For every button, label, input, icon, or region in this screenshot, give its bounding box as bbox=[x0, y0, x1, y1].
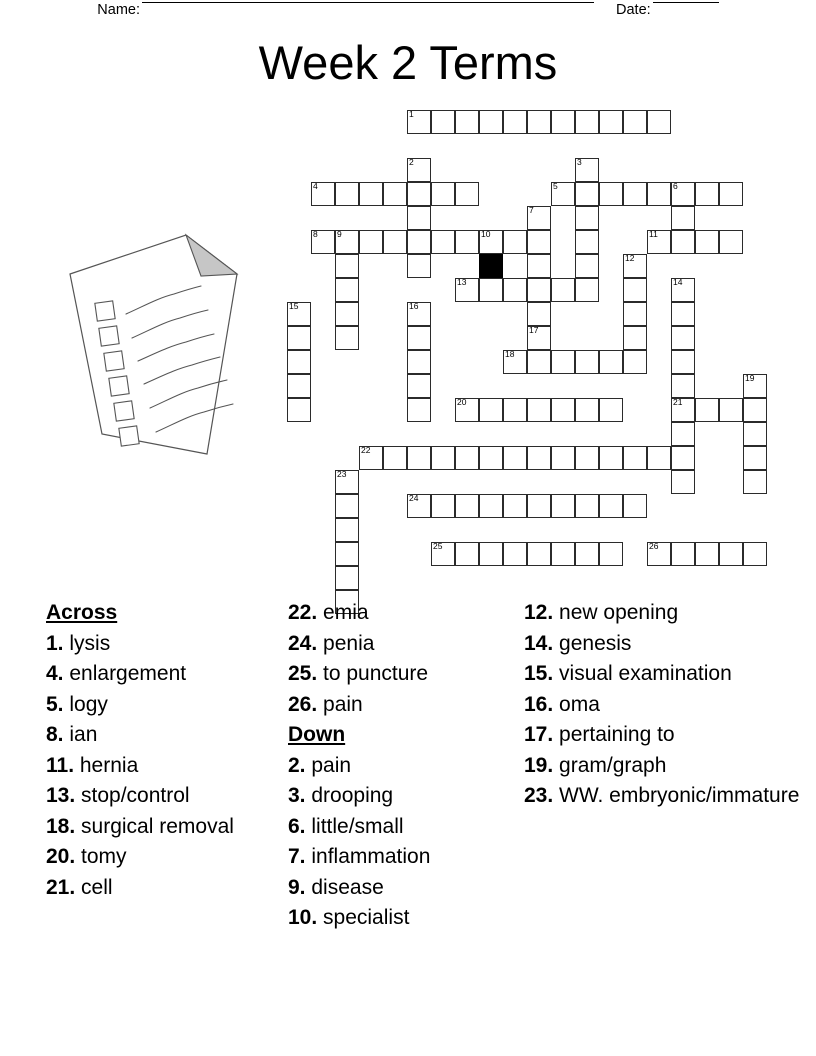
grid-cell[interactable] bbox=[335, 518, 359, 542]
grid-cell[interactable] bbox=[527, 110, 551, 134]
clue-item bbox=[288, 873, 520, 904]
down-heading: Down bbox=[288, 723, 346, 746]
clue-number: 9. bbox=[288, 875, 312, 899]
grid-cell[interactable] bbox=[407, 446, 431, 470]
grid-cell[interactable] bbox=[527, 278, 551, 302]
grid-cell[interactable] bbox=[623, 182, 647, 206]
grid-cell[interactable] bbox=[455, 446, 479, 470]
clue-lists bbox=[0, 598, 816, 978]
grid-cell[interactable] bbox=[671, 206, 695, 230]
clue-item bbox=[46, 873, 286, 904]
clue-item bbox=[288, 751, 520, 782]
grid-cell-number: 8 bbox=[313, 229, 318, 239]
grid-cell[interactable] bbox=[311, 230, 335, 254]
clue-item bbox=[46, 781, 286, 812]
clue-item bbox=[288, 598, 520, 629]
clue-number: 23. bbox=[524, 784, 560, 807]
grid-cell[interactable] bbox=[527, 446, 551, 470]
grid-cell[interactable] bbox=[335, 326, 359, 350]
grid-cell[interactable] bbox=[575, 446, 599, 470]
grid-cell[interactable] bbox=[551, 278, 575, 302]
grid-cell[interactable] bbox=[719, 542, 743, 566]
grid-cell[interactable] bbox=[575, 494, 599, 518]
grid-cell[interactable] bbox=[743, 542, 767, 566]
grid-cell[interactable] bbox=[431, 542, 455, 566]
clue-text: pain bbox=[323, 692, 363, 716]
grid-cell[interactable] bbox=[431, 230, 455, 254]
grid-cell-number: 19 bbox=[745, 373, 755, 383]
clue-number: 10. bbox=[288, 906, 324, 929]
clue-item bbox=[288, 842, 520, 873]
grid-cell[interactable] bbox=[527, 254, 551, 278]
clue-text: surgical removal bbox=[81, 814, 234, 838]
clue-item bbox=[288, 690, 520, 721]
grid-cell[interactable] bbox=[503, 278, 527, 302]
grid-cell[interactable] bbox=[311, 182, 335, 206]
grid-cell[interactable] bbox=[527, 230, 551, 254]
clue-item bbox=[524, 781, 816, 812]
clue-column-3 bbox=[524, 598, 816, 812]
grid-cell[interactable] bbox=[743, 374, 767, 398]
grid-cell-number: 10 bbox=[481, 229, 491, 239]
grid-cell[interactable] bbox=[527, 326, 551, 350]
clue-item bbox=[524, 629, 816, 660]
clue-item bbox=[524, 751, 816, 782]
clue-number: 25. bbox=[288, 662, 324, 685]
grid-cell[interactable] bbox=[455, 494, 479, 518]
grid-cell[interactable] bbox=[455, 110, 479, 134]
grid-cell[interactable] bbox=[671, 182, 695, 206]
clue-column-1 bbox=[46, 598, 286, 903]
clue-item bbox=[524, 598, 816, 629]
grid-cell[interactable] bbox=[719, 230, 743, 254]
grid-cell[interactable] bbox=[599, 110, 623, 134]
clue-column-2 bbox=[288, 598, 520, 934]
grid-cell[interactable] bbox=[407, 350, 431, 374]
grid-cell[interactable] bbox=[383, 446, 407, 470]
grid-cell[interactable] bbox=[407, 398, 431, 422]
clue-number: 3. bbox=[288, 784, 312, 807]
grid-cell-number: 17 bbox=[529, 325, 539, 335]
grid-cell[interactable] bbox=[503, 446, 527, 470]
clue-item bbox=[524, 690, 816, 721]
grid-cell[interactable] bbox=[551, 494, 575, 518]
grid-cell[interactable] bbox=[623, 494, 647, 518]
clue-text: WW. embryonic/immature bbox=[559, 784, 800, 807]
clue-text: gram/graph bbox=[559, 753, 667, 777]
clue-number: 26. bbox=[288, 692, 324, 716]
grid-cell[interactable] bbox=[671, 398, 695, 422]
grid-cell[interactable] bbox=[335, 542, 359, 566]
clue-text: penia bbox=[323, 631, 375, 655]
clue-number: 5. bbox=[46, 692, 70, 716]
grid-cell[interactable] bbox=[455, 398, 479, 422]
grid-cell[interactable] bbox=[479, 398, 503, 422]
grid-cell-number: 4 bbox=[313, 181, 318, 191]
clue-text: to puncture bbox=[323, 662, 429, 685]
grid-cell[interactable] bbox=[599, 182, 623, 206]
grid-cell[interactable] bbox=[671, 302, 695, 326]
grid-cell[interactable] bbox=[647, 182, 671, 206]
clue-text: oma bbox=[559, 692, 600, 716]
grid-cell[interactable] bbox=[455, 182, 479, 206]
grid-cell[interactable] bbox=[623, 446, 647, 470]
clue-number: 2. bbox=[288, 753, 312, 777]
grid-cell[interactable] bbox=[695, 542, 719, 566]
grid-cell[interactable] bbox=[527, 494, 551, 518]
clue-text: lysis bbox=[69, 631, 111, 655]
clue-text: hernia bbox=[79, 753, 139, 777]
grid-cell[interactable] bbox=[503, 350, 527, 374]
grid-cell-blocked bbox=[479, 254, 503, 278]
grid-cell[interactable] bbox=[407, 302, 431, 326]
clue-text: disease bbox=[311, 875, 384, 899]
clue-number: 17. bbox=[524, 723, 560, 746]
grid-cell[interactable] bbox=[671, 326, 695, 350]
grid-cell-number: 6 bbox=[673, 181, 678, 191]
grid-cell[interactable] bbox=[527, 206, 551, 230]
grid-cell[interactable] bbox=[671, 350, 695, 374]
grid-cell[interactable] bbox=[479, 446, 503, 470]
grid-cell[interactable] bbox=[551, 350, 575, 374]
clue-number: 14. bbox=[524, 631, 560, 655]
grid-cell[interactable] bbox=[575, 542, 599, 566]
grid-cell[interactable] bbox=[431, 110, 455, 134]
clue-item bbox=[46, 812, 286, 843]
clue-number: 7. bbox=[288, 845, 312, 868]
grid-cell[interactable] bbox=[335, 230, 359, 254]
grid-cell[interactable] bbox=[743, 470, 767, 494]
clue-item bbox=[46, 842, 286, 873]
grid-cell[interactable] bbox=[335, 302, 359, 326]
clue-number: 22. bbox=[288, 601, 324, 624]
grid-cell-number: 15 bbox=[289, 301, 299, 311]
grid-cell[interactable] bbox=[671, 422, 695, 446]
grid-cell[interactable] bbox=[599, 542, 623, 566]
clue-item bbox=[288, 629, 520, 660]
clue-number: 12. bbox=[524, 601, 560, 624]
grid-cell[interactable] bbox=[407, 326, 431, 350]
clue-item bbox=[46, 659, 286, 690]
clue-text: specialist bbox=[323, 906, 410, 929]
grid-cell[interactable] bbox=[623, 350, 647, 374]
clue-number: 20. bbox=[46, 845, 82, 868]
grid-cell[interactable] bbox=[527, 302, 551, 326]
grid-cell[interactable] bbox=[503, 230, 527, 254]
grid-cell[interactable] bbox=[527, 542, 551, 566]
grid-cell[interactable] bbox=[719, 182, 743, 206]
grid-cell[interactable] bbox=[455, 230, 479, 254]
grid-cell-number: 20 bbox=[457, 397, 467, 407]
clue-text: genesis bbox=[559, 631, 632, 655]
grid-cell[interactable] bbox=[455, 542, 479, 566]
grid-cell[interactable] bbox=[503, 494, 527, 518]
grid-cell-number: 18 bbox=[505, 349, 515, 359]
grid-cell[interactable] bbox=[695, 230, 719, 254]
grid-cell[interactable] bbox=[359, 230, 383, 254]
grid-cell[interactable] bbox=[335, 278, 359, 302]
clue-text: visual examination bbox=[559, 662, 732, 685]
grid-cell[interactable] bbox=[527, 398, 551, 422]
grid-cell[interactable] bbox=[551, 182, 575, 206]
clue-item bbox=[288, 781, 520, 812]
clue-text: ian bbox=[69, 723, 98, 746]
grid-cell[interactable] bbox=[479, 230, 503, 254]
clue-number: 21. bbox=[46, 875, 82, 899]
grid-cell[interactable] bbox=[719, 398, 743, 422]
grid-cell[interactable] bbox=[551, 398, 575, 422]
clue-item bbox=[46, 720, 286, 751]
grid-cell[interactable] bbox=[479, 494, 503, 518]
grid-cell-number: 2 bbox=[409, 157, 414, 167]
across-heading: Across bbox=[46, 601, 118, 624]
clue-item bbox=[288, 659, 520, 690]
grid-cell-number: 25 bbox=[433, 541, 443, 551]
grid-cell[interactable] bbox=[407, 158, 431, 182]
grid-cell[interactable] bbox=[743, 446, 767, 470]
grid-cell[interactable] bbox=[359, 446, 383, 470]
clue-number: 24. bbox=[288, 631, 324, 655]
grid-cell[interactable] bbox=[599, 446, 623, 470]
clue-text: emia bbox=[323, 601, 369, 624]
grid-cell[interactable] bbox=[335, 566, 359, 590]
clue-number: 6. bbox=[288, 814, 312, 838]
grid-cell[interactable] bbox=[599, 398, 623, 422]
grid-cell[interactable] bbox=[479, 278, 503, 302]
grid-cell[interactable] bbox=[503, 398, 527, 422]
grid-cell[interactable] bbox=[407, 374, 431, 398]
clue-text: new opening bbox=[559, 601, 679, 624]
grid-cell[interactable] bbox=[431, 182, 455, 206]
clue-number: 1. bbox=[46, 631, 70, 655]
grid-cell[interactable] bbox=[623, 110, 647, 134]
clue-text: enlargement bbox=[69, 662, 187, 685]
grid-cell[interactable] bbox=[575, 398, 599, 422]
grid-cell[interactable] bbox=[359, 182, 383, 206]
grid-cell[interactable] bbox=[575, 254, 599, 278]
grid-cell-number: 9 bbox=[337, 229, 342, 239]
grid-cell[interactable] bbox=[551, 446, 575, 470]
grid-cell[interactable] bbox=[407, 110, 431, 134]
checklist-page-illustration bbox=[62, 228, 292, 463]
grid-cell[interactable] bbox=[407, 182, 431, 206]
clue-number: 19. bbox=[524, 753, 560, 777]
grid-cell-number: 22 bbox=[361, 445, 371, 455]
clue-item bbox=[288, 812, 520, 843]
name-label: Name: bbox=[97, 2, 141, 18]
clue-number: 11. bbox=[46, 753, 80, 777]
clue-text: tomy bbox=[81, 845, 127, 868]
clue-text: logy bbox=[69, 692, 108, 716]
grid-cell[interactable] bbox=[671, 278, 695, 302]
grid-cell[interactable] bbox=[671, 446, 695, 470]
grid-cell-number: 16 bbox=[409, 301, 419, 311]
clue-text: cell bbox=[81, 875, 113, 899]
grid-cell-number: 24 bbox=[409, 493, 419, 503]
grid-cell[interactable] bbox=[503, 110, 527, 134]
grid-cell-number: 5 bbox=[553, 181, 558, 191]
clue-text: little/small bbox=[311, 814, 404, 838]
grid-cell[interactable] bbox=[431, 494, 455, 518]
grid-cell[interactable] bbox=[479, 110, 503, 134]
page-title: Week 2 Terms bbox=[258, 36, 558, 89]
grid-cell[interactable] bbox=[503, 542, 527, 566]
grid-cell-number: 26 bbox=[649, 541, 659, 551]
grid-cell[interactable] bbox=[647, 446, 671, 470]
grid-cell[interactable] bbox=[671, 470, 695, 494]
grid-cell[interactable] bbox=[695, 182, 719, 206]
clue-item bbox=[46, 629, 286, 660]
grid-cell[interactable] bbox=[599, 350, 623, 374]
grid-cell[interactable] bbox=[335, 182, 359, 206]
grid-cell-number: 21 bbox=[673, 397, 683, 407]
grid-cell[interactable] bbox=[623, 254, 647, 278]
clue-text: inflammation bbox=[311, 845, 431, 868]
clue-number: 16. bbox=[524, 692, 560, 716]
clue-item bbox=[46, 751, 286, 782]
clue-number: 18. bbox=[46, 814, 82, 838]
grid-cell[interactable] bbox=[743, 398, 767, 422]
clue-number: 4. bbox=[46, 662, 70, 685]
grid-cell[interactable] bbox=[383, 230, 407, 254]
clue-item bbox=[46, 690, 286, 721]
clue-number: 13. bbox=[46, 784, 82, 807]
grid-cell-number: 11 bbox=[649, 229, 658, 239]
clue-item bbox=[524, 659, 816, 690]
grid-cell-number: 3 bbox=[577, 157, 582, 167]
grid-cell[interactable] bbox=[407, 254, 431, 278]
grid-cell[interactable] bbox=[671, 374, 695, 398]
grid-cell[interactable] bbox=[671, 230, 695, 254]
grid-cell[interactable] bbox=[431, 446, 455, 470]
grid-cell[interactable] bbox=[623, 278, 647, 302]
clue-item bbox=[288, 903, 520, 934]
grid-cell-number: 23 bbox=[337, 469, 347, 479]
grid-cell[interactable] bbox=[623, 302, 647, 326]
date-label: Date: bbox=[616, 2, 651, 18]
grid-cell[interactable] bbox=[575, 110, 599, 134]
grid-cell[interactable] bbox=[335, 254, 359, 278]
grid-cell[interactable] bbox=[575, 230, 599, 254]
grid-cell[interactable] bbox=[575, 206, 599, 230]
grid-cell[interactable] bbox=[575, 278, 599, 302]
grid-cell[interactable] bbox=[647, 230, 671, 254]
clue-number: 15. bbox=[524, 662, 560, 685]
clue-number: 8. bbox=[46, 723, 70, 746]
grid-cell[interactable] bbox=[527, 350, 551, 374]
grid-cell[interactable] bbox=[623, 326, 647, 350]
grid-cell[interactable] bbox=[647, 542, 671, 566]
grid-cell-number: 7 bbox=[529, 205, 534, 215]
grid-cell[interactable] bbox=[551, 110, 575, 134]
grid-cell-number: 1 bbox=[409, 109, 414, 119]
grid-cell-number: 14 bbox=[673, 277, 683, 287]
grid-cell[interactable] bbox=[599, 494, 623, 518]
clue-item bbox=[524, 720, 816, 751]
grid-cell[interactable] bbox=[743, 422, 767, 446]
clue-text: pertaining to bbox=[559, 723, 675, 746]
grid-cell[interactable] bbox=[335, 494, 359, 518]
grid-cell[interactable] bbox=[407, 206, 431, 230]
grid-cell-number: 13 bbox=[457, 277, 467, 287]
grid-cell[interactable] bbox=[479, 542, 503, 566]
clue-text: pain bbox=[311, 753, 352, 777]
grid-cell[interactable] bbox=[575, 350, 599, 374]
grid-cell[interactable] bbox=[407, 230, 431, 254]
grid-cell[interactable] bbox=[335, 470, 359, 494]
grid-cell[interactable] bbox=[671, 542, 695, 566]
grid-cell[interactable] bbox=[407, 494, 431, 518]
grid-cell[interactable] bbox=[575, 158, 599, 182]
grid-cell[interactable] bbox=[383, 182, 407, 206]
grid-cell-number: 12 bbox=[625, 253, 635, 263]
grid-cell[interactable] bbox=[551, 542, 575, 566]
clue-text: drooping bbox=[311, 784, 394, 807]
grid-cell[interactable] bbox=[647, 110, 671, 134]
grid-cell[interactable] bbox=[695, 398, 719, 422]
clue-text: stop/control bbox=[81, 784, 190, 807]
grid-cell[interactable] bbox=[455, 278, 479, 302]
grid-cell[interactable] bbox=[575, 182, 599, 206]
